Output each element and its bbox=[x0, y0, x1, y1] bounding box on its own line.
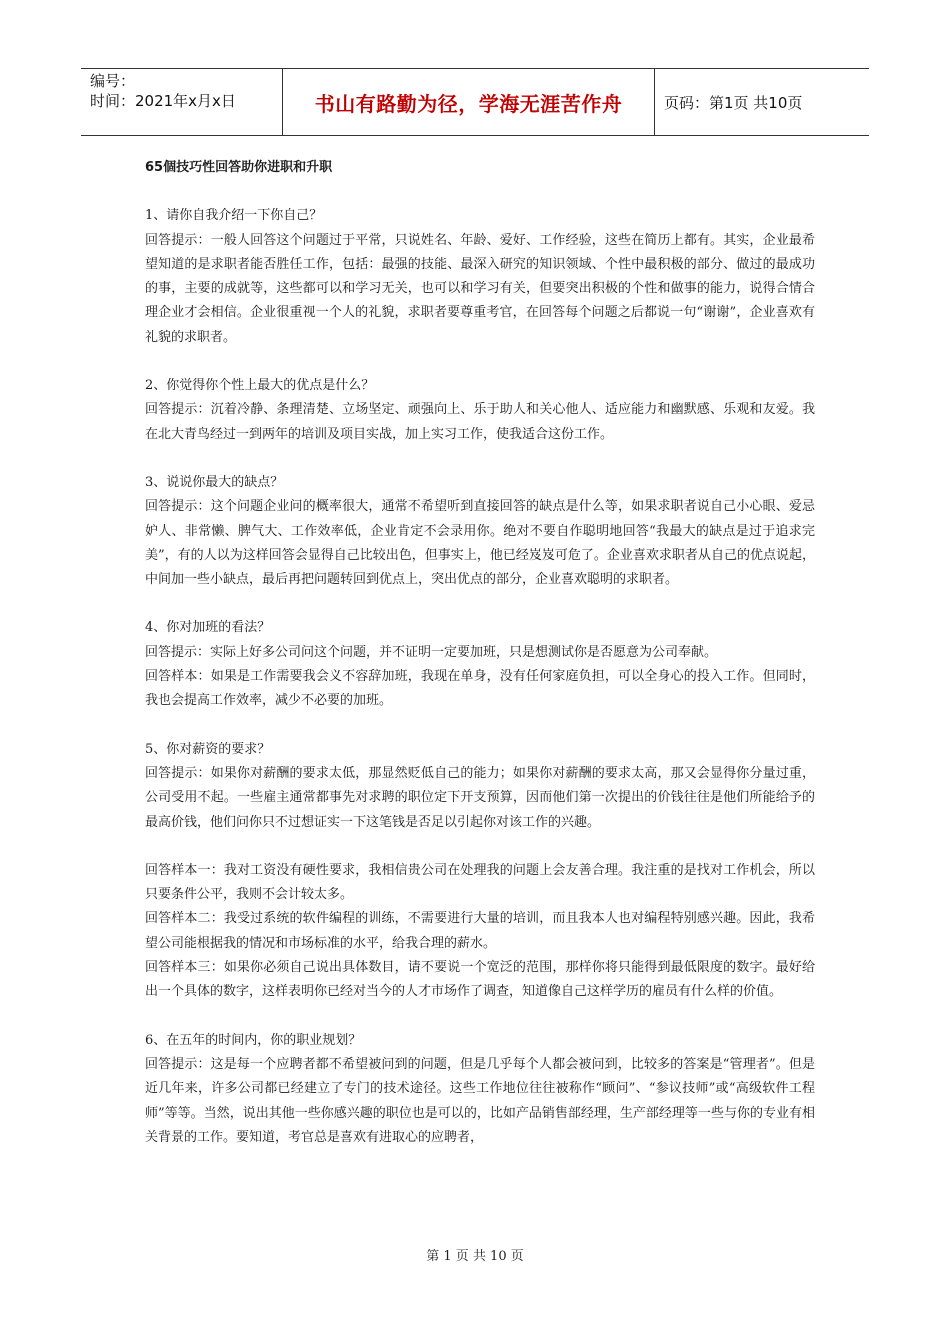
question-heading: 6、在五年的时间内，你的职业规划？ bbox=[145, 1032, 362, 1048]
answer-paragraph: 回答样本：如果是工作需要我会义不容辞加班，我现在单身，没有任何家庭负担，可以全身心的投入工作。但同时，我也会提高工作效率，减少不必要的加班。 bbox=[145, 669, 815, 709]
question-heading: 2、你觉得你个性上最大的优点是什么？ bbox=[145, 378, 375, 394]
document-body bbox=[145, 156, 815, 1174]
question-heading: 4、你对加班的看法？ bbox=[145, 620, 271, 636]
header-page-label: 页码：第1页 共10页 bbox=[664, 93, 803, 112]
qa-section bbox=[145, 471, 815, 592]
answer-paragraph: 回答样本二：我受过系统的软件编程的训练，不需要进行大量的培训，而且我本人也对编程特别感兴趣。因此，我希望公司能根据我的情况和市场标准的水平，给我合理的薪水。 bbox=[145, 911, 815, 951]
answer-paragraph: 回答提示：这个问题企业问的概率很大，通常不希望听到直接回答的缺点是什么等，如果求职者说自己小心眼、爱忌妒人、非常懒、脾气大、工作效率低，企业肯定不会录用你。绝对不要自作聪明地回答“我最大的缺点是过于追求完美”，有的人以为这样回答会显得自己比较出色，但事实上，他已经岌岌可危了。企业喜欢求职者从自己的优点说起，中间加一些小缺点，最后再把问题转回到优点上，突出优点的部分，企业喜欢聪明的求职者。 bbox=[145, 499, 815, 588]
answer-paragraph: 回答样本一：我对工资没有硬性要求，我相信贵公司在处理我的问题上会友善合理。我注重的是找对工作机会，所以只要条件公平，我则不会计较太多。 bbox=[145, 862, 815, 903]
qa-section bbox=[145, 859, 815, 1005]
header-motto: 书山有路勤为径，学海无涯苦作舟 bbox=[283, 69, 655, 135]
number-label: 编号： bbox=[90, 72, 136, 90]
question-heading: 3、说说你最大的缺点？ bbox=[145, 474, 284, 490]
time-label: 时间：2021年x月x日 bbox=[90, 92, 236, 110]
answer-paragraph: 回答提示：实际上好多公司问这个问题，并不证明一定要加班，只是想测试你是否愿意为公司奉献。 bbox=[145, 644, 718, 660]
qa-section bbox=[145, 204, 815, 350]
answer-paragraph: 回答提示：如果你对薪酬的要求太低，那显然贬低自己的能力；如果你对薪酬的要求太高，那又会显得你分量过重，公司受用不起。一些雇主通常都事先对求聘的职位定下开支预算，因而他们第一次提出的价钱往往是他们所能给予的最高价钱，他们问你只不过想证实一下这笔钱是否足以引起你对该工作的兴趣。 bbox=[145, 765, 815, 830]
question-heading: 5、你对薪资的要求？ bbox=[145, 741, 271, 757]
answer-paragraph: 回答样本三：如果你必须自己说出具体数目，请不要说一个宽泛的范围，那样你将只能得到最低限度的数字。最好给出一个具体的数字，这样表明你已经对当今的人才市场作了调查，知道像自己这样学历的雇员有什么样的价值。 bbox=[145, 960, 815, 1000]
section-list bbox=[145, 204, 815, 1150]
page-footer: 第 1 页 共 10 页 bbox=[426, 1249, 524, 1264]
qa-section bbox=[145, 374, 815, 447]
header-table bbox=[81, 68, 869, 136]
question-heading: 1、请你自我介绍一下你自己？ bbox=[145, 208, 323, 224]
answer-paragraph: 回答提示：这是每一个应聘者都不希望被问到的问题，但是几乎每个人都会被问到，比较多的答案是“管理者”。但是近几年来，许多公司都已经建立了专门的技术途径。这些工作地位往往被称作“顾问”、“参议技师”或“高级软件工程师”等等。当然，说出其他一些你感兴趣的职位也是可以的，比如产品销售部经理，生产部经理等一些与你的专业有相关背景的工作。要知道，考官总是喜欢有进取心的应聘者， bbox=[145, 1056, 815, 1145]
answer-paragraph: 回答提示：沉着冷静、条理清楚、立场坚定、顽强向上、乐于助人和关心他人、适应能力和幽默感、乐观和友爱。我在北大青鸟经过一到两年的培训及项目实战，加上实习工作，使我适合这份工作。 bbox=[145, 402, 815, 442]
qa-section bbox=[145, 738, 815, 835]
document-title: 65個技巧性回答助你进职和升职 bbox=[145, 160, 333, 175]
qa-section bbox=[145, 616, 815, 713]
qa-section bbox=[145, 1029, 815, 1150]
answer-paragraph: 回答提示：一般人回答这个问题过于平常，只说姓名、年龄、爱好、工作经验，这些在简历上都有。其实，企业最希望知道的是求职者能否胜任工作，包括：最强的技能、最深入研究的知识领域、个性中最积极的部分、做过的最成功的事，主要的成就等，这些都可以和学习无关，也可以和学习有关，但要突出积极的个性和做事的能力，说得合情合理企业才会相信。企业很重视一个人的礼貌，求职者要尊重考官，在回答每个问题之后都说一句“谢谢”，企业喜欢有礼貌的求职者。 bbox=[145, 232, 815, 345]
header-meta bbox=[81, 69, 283, 135]
